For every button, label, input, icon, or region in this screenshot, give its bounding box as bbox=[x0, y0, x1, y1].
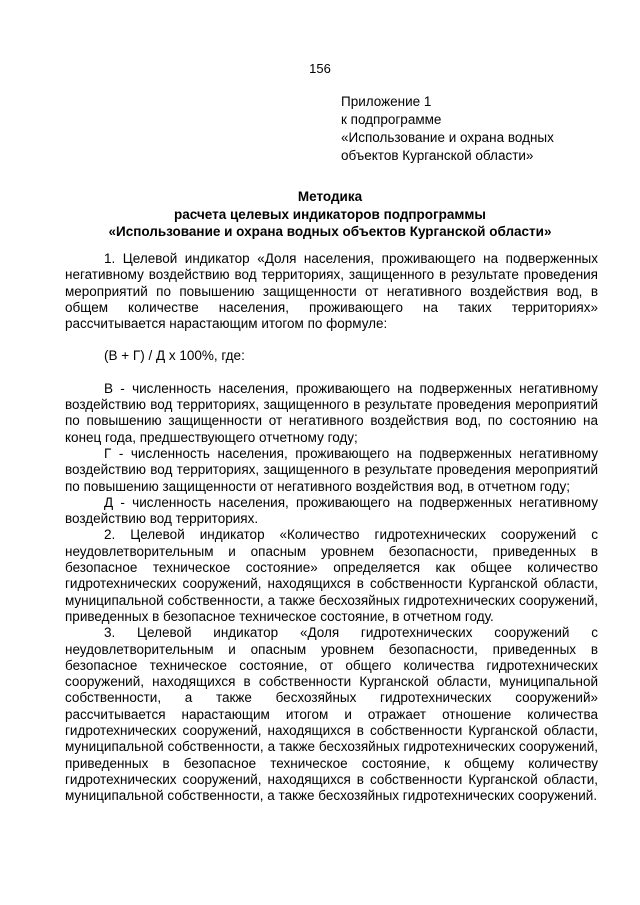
paragraph-indicator-2: 2. Целевой индикатор «Количество гидротехнических сооружений с неудовлетворительным и опасным уровнем безопасности, приведенных в безопасное техническое состояние» определяется как общее количество гидротехнических сооружений, находящихся в собственности Курганской области, муниципальной собственности, а также бесхозяйных гидротехнических сооружений, приведенных в безопасное техническое состояние, в отчетном году. bbox=[65, 527, 598, 624]
appendix-line: «Использование и охрана водных bbox=[341, 130, 554, 145]
formula: (В + Г) / Д х 100%, где: bbox=[104, 348, 245, 364]
paragraph-variable-g: Г - численность населения, проживающего на подверженных негативному воздействию вод территориях, защищенного в результате проведения мероприятий по повышению защищенности от негативного воздействия вод, в отчетном году; bbox=[65, 445, 598, 494]
paragraph-variable-v: В - численность населения, проживающего на подверженных негативному воздействию вод территориях, защищенного в результате проведения мероприятий по повышению защищенности от негативного воздействия вод, по состоянию на конец года, предшествующего отчетному году; bbox=[65, 380, 598, 445]
title-line: расчета целевых индикаторов подпрограммы bbox=[174, 206, 486, 222]
title-line: «Использование и охрана водных объектов Курганской области» bbox=[108, 224, 552, 239]
appendix-block bbox=[341, 93, 554, 165]
appendix-line: объектов Курганской области» bbox=[341, 148, 534, 163]
document-title bbox=[60, 188, 600, 241]
document-body bbox=[65, 251, 598, 805]
page-number: 156 bbox=[309, 61, 331, 76]
appendix-line: к подпрограмме bbox=[341, 112, 442, 127]
appendix-line: Приложение 1 bbox=[341, 94, 432, 109]
paragraph-variable-d: Д - численность населения, проживающего на подверженных негативному воздействию вод территориях. bbox=[65, 494, 598, 527]
paragraph-indicator-3: 3. Целевой индикатор «Доля гидротехнических сооружений с неудовлетворительным и опасным уровнем безопасности, приведенных в безопасное техническое состояние, от общего количества гидротехнических сооружений, находящихся в собственности Курганской области, муниципальной собственности, а также бесхозяйных гидротехнических сооружений» рассчитывается нарастающим итогом и отражает отношение количества гидротехнических сооружений, находящихся в собственности Курганской области, муниципальной собственности, а также бесхозяйных гидротехнических сооружений, приведенных в безопасное техническое состояние, к общему количеству гидротехнических сооружений, находящихся в собственности Курганской области, муниципальной собственности, а также бесхозяйных гидротехнических сооружений. bbox=[65, 625, 598, 804]
title-line: Методика bbox=[297, 189, 363, 204]
paragraph-indicator-1: 1. Целевой индикатор «Доля населения, проживающего на подверженных негативному воздействию вод территориях, защищенного в результате проведения мероприятий по повышению защищенности от негативного воздействия вод, в общем количестве населения, проживающего на таких территориях» рассчитывается нарастающим итогом по формуле: bbox=[65, 251, 598, 332]
